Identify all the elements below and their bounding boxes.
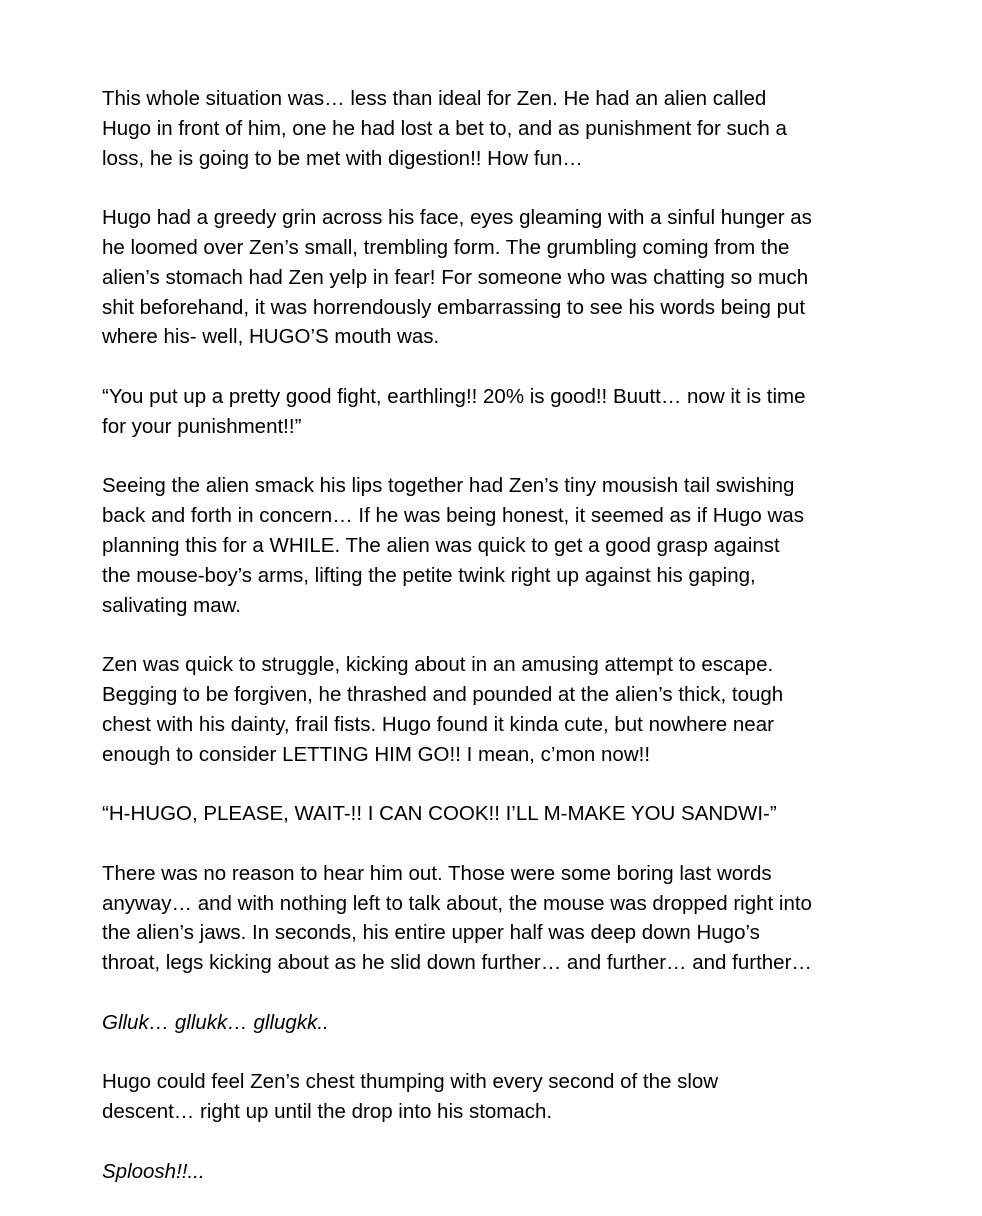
paragraph-8-sound-effect: Glluk… gllukk… gllugkk.. [102, 1010, 329, 1034]
paragraph-2: Hugo had a greedy grin across his face, eyes gleaming with a sinful hunger as he loomed over Zen’s small, trembling form. The grumbling coming from the alien’s stomach had Zen yelp in fear! For someone who was chatting so much shit beforehand, it was horrendously embarrassing to see his words being put where his- well, HUGO’S mouth was. [102, 206, 812, 349]
paragraph-4: Seeing the alien smack his lips together had Zen’s tiny mousish tail swishing back and forth in concern… If he was being honest, it seemed as if Hugo was planning this for a WHILE. The alien was quick to get a good grasp against the mouse-boy’s arms, lifting the petite twink right up against his gaping, salivating maw. [102, 474, 804, 617]
paragraph-5: Zen was quick to struggle, kicking about in an amusing attempt to escape. Begging to be forgiven, he thrashed and pounded at the alien’s thick, tough chest with his dainty, frail fists. Hugo found it kinda cute, but nowhere near enough to consider LETTING HIM GO!! I mean, c’mon now!! [102, 653, 784, 766]
paragraph-3-dialogue: “You put up a pretty good fight, earthling!! 20% is good!! Buutt… now it is time for your punishment!!” [102, 384, 806, 438]
paragraph-9: Hugo could feel Zen’s chest thumping with every second of the slow descent… right up until the drop into his stomach. [102, 1070, 719, 1124]
paragraph-1: This whole situation was… less than ideal for Zen. He had an alien called Hugo in front of him, one he had lost a bet to, and as punishment for such a loss, he is going to be met with digestion!! How fun… [102, 87, 787, 170]
paragraph-10-sound-effect: Sploosh!!... [102, 1159, 205, 1183]
document-page [102, 84, 902, 1216]
paragraph-6-dialogue: “H-HUGO, PLEASE, WAIT-!! I CAN COOK!! I’LL M-MAKE YOU SANDWI-” [102, 802, 777, 826]
paragraph-7: There was no reason to hear him out. Those were some boring last words anyway… and with nothing left to talk about, the mouse was dropped right into the alien’s jaws. In seconds, his entire upper half was deep down Hugo’s throat, legs kicking about as he slid down further… and further… and further… [102, 861, 812, 975]
